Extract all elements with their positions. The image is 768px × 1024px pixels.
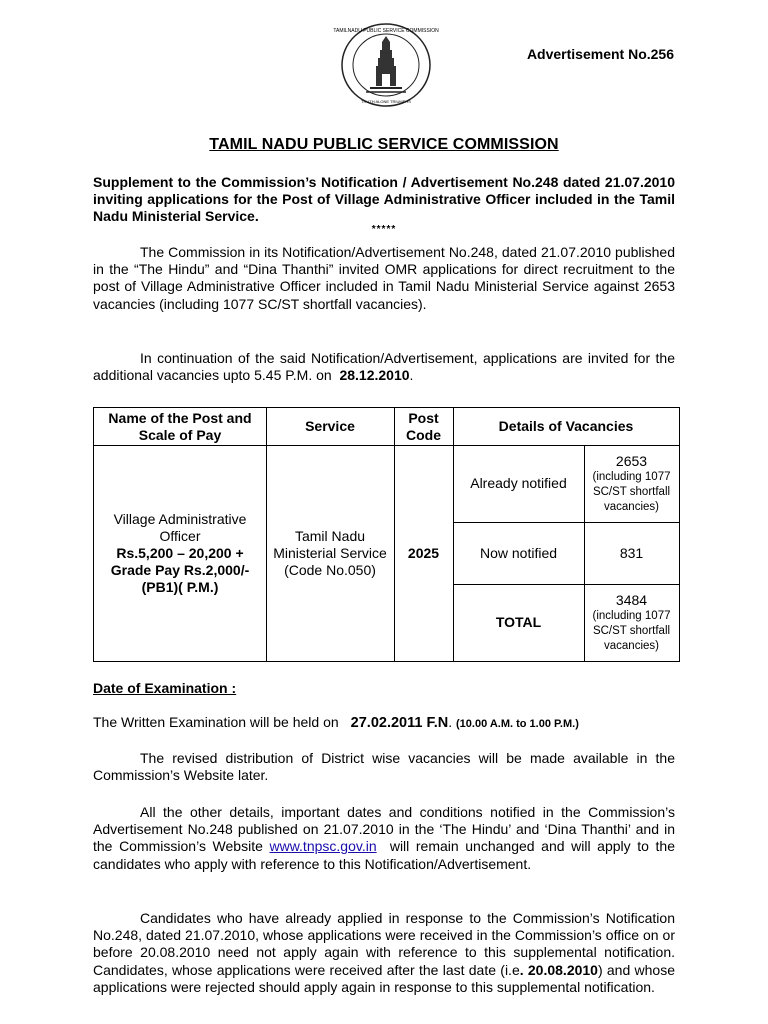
paragraph-2-end: . [409,367,414,384]
table-header-code: Post Code [406,409,441,443]
paragraph-1: The Commission in its Notification/Advertisement No.248, dated 21.07.2010 published in the “The Hindu” and “Dina Thanthi” invited OMR applications for direct recruitment to the post of Village Administrative Officer included in Tamil Nadu Ministerial Service against 2653 vacancies (including 1077 SC/ST shortfall vacancies). [93,244,675,312]
page-title: TAMIL NADU PUBLIC SERVICE COMMISSION [209,136,559,153]
emblem-text: TAMILNADU PUBLIC SERVICE COMMISSION [333,28,439,34]
paragraph-2-text: In continuation of the said Notification/Advertisement, applications are invited for the additional vacancies upto 5.45 P.M. on [93,350,675,384]
row-note-total: (including 1077 SC/ST shortfall vacancies) [592,609,671,652]
exam-dot: . [448,714,453,730]
exam-line [93,714,579,731]
row-label-total: TOTAL [495,614,542,630]
paragraph-3: The revised distribution of District wise vacancies will be made available in the Commission’s Website later. [93,750,675,784]
vacancy-table [93,407,680,662]
row-value-total: 3484 [615,591,648,608]
row-label-now: Now notified [479,544,558,561]
paragraph-5-before: Candidates who have already applied in response to the Commission’s Notification No.248, dated 21.07.2010, whose applications were received in the Commission’s office on or before 20.08.2010 need not apply again with reference to this supplemental notification. Candidates, whose applications were received after the last date (i.e [93,910,675,978]
row-value-now: 831 [619,544,644,561]
row-value-already: 2653 [615,452,648,469]
post-name: Village Administrative Officer [113,510,247,544]
row-note-already: (including 1077 SC/ST shortfall vacancies) [592,470,671,513]
advertisement-number: Advertisement No.256 [526,46,674,62]
paragraph-2 [93,350,675,384]
table-header-details: Details of Vacancies [498,418,634,434]
supplement-heading: Supplement to the Commission’s Notification / Advertisement No.248 dated 21.07.2010 inviting applications for the Post of Village Administrative Officer included in the Tamil Nadu Ministerial Service. [93,174,675,225]
separator-stars: ***** [371,224,397,235]
table-header-name: Name of the Post and Scale of Pay [108,409,252,443]
row-label-already: Already notified [470,475,567,491]
paragraph-5-after: ) and whose applications were rejected should apply again in response to this supplemental notification. [93,961,675,995]
row-value-already-cell [584,445,679,522]
paragraph-5-date: . 20.08.2010 [519,961,598,978]
paragraph-5 [93,910,675,996]
exam-heading: Date of Examination : [93,680,237,696]
paragraph-4-before: All the other details, important dates and conditions notified in the Commission’s Advertisement No.248 published on 21.07.2010 in the ‘The Hindu’ and ‘Dina Thanthi’ and in the Commission’s Website [93,804,675,855]
exam-text: The Written Examination will be held on [93,714,339,730]
service-cell: Tamil Nadu Ministerial Service (Code No.050) [273,527,387,578]
paragraph-4-after: will remain unchanged and will apply to the candidates who apply with reference to this Notification/Advertisement. [93,838,675,872]
table-header-service: Service [305,418,355,434]
exam-time: (10.00 A.M. to 1.00 P.M.) [456,718,579,730]
pay-scale: Rs.5,200 – 20,200 + Grade Pay Rs.2,000/- (PB1)( P.M.) [110,544,250,595]
website-link[interactable]: www.tnpsc.gov.in [269,838,377,855]
row-value-total-cell [584,584,679,661]
exam-date: 27.02.2011 F.N [350,715,449,731]
emblem-motto: TRUTH ALONE TRIUMPHS [361,99,411,104]
closing-date: 28.12.2010 [339,367,410,384]
post-cell [98,445,262,661]
paragraph-4 [93,804,675,873]
post-code-cell: 2025 [407,544,440,561]
tnpsc-emblem-icon [333,22,439,108]
